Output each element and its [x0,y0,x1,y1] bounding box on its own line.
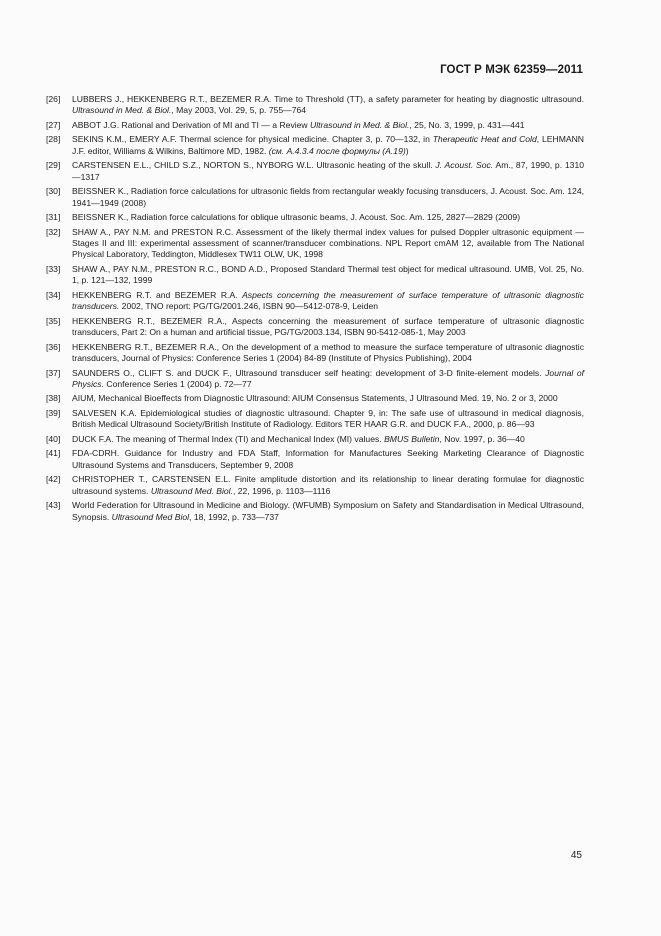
reference-number: [30] [46,186,61,197]
reference-segment: World Federation for Ultrasound in Medicine and Biology. (WFUMB) Symposium on Safety and Standardisation in Medical Ultrasound, Synopsis. [72,500,584,522]
reference-item [46,186,584,209]
reference-text [72,134,584,157]
reference-item [46,393,584,404]
reference-segment: FDA-CDRH. Guidance for Industry and FDA Staff, Information for Manufactures Seeking Marketing Clearance of Diagnostic Ultrasound Systems and Transducers, September 9, 2008 [72,448,584,470]
reference-segment: HEKKENBERG R.T. and BEZEMER R.A. [72,289,243,300]
reference-text [72,94,584,117]
reference-list [46,94,584,526]
reference-text [72,160,584,183]
reference-item [46,212,584,223]
reference-text [72,448,584,471]
reference-segment: CARSTENSEN E.L., CHILD S.Z., NORTON S., NYBORG W.L. Ultrasonic heating of the skull. [72,160,436,171]
reference-text [72,474,584,497]
reference-item [46,500,584,523]
reference-italic-segment: Journal of Physics. [72,367,584,389]
reference-italic-segment: J. Acoust. Soc. [435,160,494,171]
reference-segment: Conference Series 1 (2004) p. 72—77 [104,378,252,389]
reference-segment: , 18, 1992, p. 733—737 [189,511,279,522]
reference-item [46,160,584,183]
reference-segment: ABBOT J.G. Rational and Derivation of MI and TI — a Review [72,119,311,130]
reference-text [72,368,584,391]
reference-segment: SHAW A., PAY N.M. and PRESTON R.C. Assessment of the likely thermal index values for pulsed Doppler ultrasonic equipment — Stages II and III: experimental assessment of scanner/transducer combinations. NPL Report cmAM 12, available from The National Physical Laboratory, Teddington, Middlesex TW11 OLW, UK, 1998 [72,226,584,260]
reference-number: [39] [46,407,61,418]
reference-italic-segment: Ultrasound in Med. & Biol. [72,105,172,116]
reference-italic-segment: (см. A.4.3.4 после формулы (A.19) [268,145,406,156]
reference-text [72,316,584,339]
reference-segment: SHAW A., PAY N.M., PRESTON R.C., BOND A.D., Proposed Standard Thermal test object for medical ultrasound. UMB, Vol. 25, No. 1, p. 121—132, 1999 [72,263,584,286]
reference-italic-segment: Ultrasound Med Biol [111,511,190,522]
reference-number: [38] [46,393,61,404]
reference-segment: ) [405,145,409,156]
reference-number: [40] [46,433,61,444]
reference-number: [32] [46,226,61,237]
reference-item [46,227,584,261]
reference-number: [36] [46,341,61,352]
reference-item [46,134,584,157]
reference-segment: SAUNDERS O., CLIFT S. and DUCK F., Ultrasound transducer self heating: development of 3-D finite-element models. [72,367,546,378]
reference-item [46,474,584,497]
reference-italic-segment: Ultrasound Med. Biol. [150,485,233,496]
reference-text [72,500,584,523]
reference-segment: 2002, TNO report: PG/TG/2001.246, ISBN 90—5412-078-9, Leiden [119,301,379,312]
reference-number: [42] [46,474,61,485]
reference-number: [29] [46,160,61,171]
reference-italic-segment: Therapeutic Heat and Cold [432,134,537,145]
reference-segment: CHRISTOPHER T., CARSTENSEN E.L. Finite amplitude distortion and its relationship to linear derating formulae for diagnostic ultrasound systems. [72,474,584,496]
reference-text [72,434,584,445]
reference-item [46,290,584,313]
reference-item [46,316,584,339]
reference-number: [28] [46,134,61,145]
reference-segment: SALVESEN K.A. Epidemiological studies of diagnostic ultrasound. Chapter 9, in: The safe use of ultrasound in medical diagnosis, British Medical Ultrasound Society/British Institute of Radiology. Editors TER HAAR G.R. and DUCK F.A., 2000, p. 86—93 [72,407,584,430]
reference-number: [35] [46,315,61,326]
reference-segment: , LEHMANN J.F. editor, Williams & Wilkins, Baltimore MD, 1982. [72,134,584,156]
reference-number: [37] [46,367,61,378]
reference-italic-segment: Ultrasound in Med. & Biol. [310,119,410,130]
reference-text [72,120,584,131]
reference-item [46,368,584,391]
reference-item [46,120,584,131]
reference-item [46,434,584,445]
reference-item [46,342,584,365]
reference-number: [31] [46,212,61,223]
reference-item [46,94,584,117]
reference-segment: BEISSNER K., Radiation force calculations for oblique ultrasonic beams, J. Acoust. Soc. Am. 125, 2827—2829 (2009) [72,212,521,223]
reference-segment: DUCK F.A. The meaning of Thermal Index (TI) and Mechanical Index (MI) values. [72,433,385,444]
reference-text [72,186,584,209]
reference-text [72,227,584,261]
reference-segment: HEKKENBERG R.T., BEZEMER R.A., Aspects concerning the measurement of surface temperature of ultrasonic diagnostic transducers, Part 2: On a human and artificial tissue, PG/TG/2003.134, ISBN 90-5412-085-1, May 2003 [72,315,584,338]
reference-segment: , Nov. 1997, p. 36—40 [439,433,525,444]
page-number: 45 [570,850,582,861]
reference-segment: Am., 87, 1990, p. 1310—1317 [72,160,584,182]
reference-item [46,448,584,471]
reference-segment: , 22, 1996, p. 1103—1116 [232,485,331,496]
reference-number: [41] [46,448,61,459]
reference-italic-segment: BMUS Bulletin [384,433,440,444]
reference-segment: HEKKENBERG R.T., BEZEMER R.A., On the development of a method to measure the surface temperature of ultrasonic diagnostic transducers, Journal of Physics: Conference Series 1 (2004) 84-89 (Institute of Physics Publishing), 2004 [72,341,584,364]
reference-number: [43] [46,500,61,511]
reference-item [46,264,584,287]
reference-text [72,212,584,223]
reference-number: [34] [46,289,61,300]
reference-segment: , 25, No. 3, 1999, p. 431—441 [409,119,525,130]
reference-text [72,342,584,365]
reference-number: [33] [46,263,61,274]
reference-text [72,408,584,431]
reference-segment: , May 2003, Vol. 29, 5, p. 755—764 [171,105,307,116]
reference-text [72,290,584,313]
reference-segment: BEISSNER K., Radiation force calculations for ultrasonic fields from rectangular weakly focusing transducers, J. Acoust. Soc. Am. 124, 1941—1949 (2008) [72,186,584,208]
reference-number: [27] [46,119,61,130]
reference-segment: AIUM, Mechanical Bioeffects from Diagnostic Ultrasound: AIUM Consensus Statements, J Ultrasound Med. 19, No. 2 or 3, 2000 [72,393,558,404]
reference-italic-segment: Aspects concerning the measurement of surface temperature of ultrasonic diagnostic transducers. [72,289,584,312]
reference-number: [26] [46,94,61,104]
reference-item [46,408,584,431]
document-header: ГОСТ Р МЭК 62359—2011 [440,64,583,76]
reference-text [72,264,584,287]
reference-text [72,393,584,404]
reference-segment: LUBBERS J., HEKKENBERG R.T., BEZEMER R.A. Time to Threshold (TT), a safety parameter for heating by diagnostic ultrasound. [72,94,584,104]
reference-segment: SEKINS K.M., EMERY A.F. Thermal science for physical medicine. Chapter 3, p. 70—132, in [72,134,433,145]
